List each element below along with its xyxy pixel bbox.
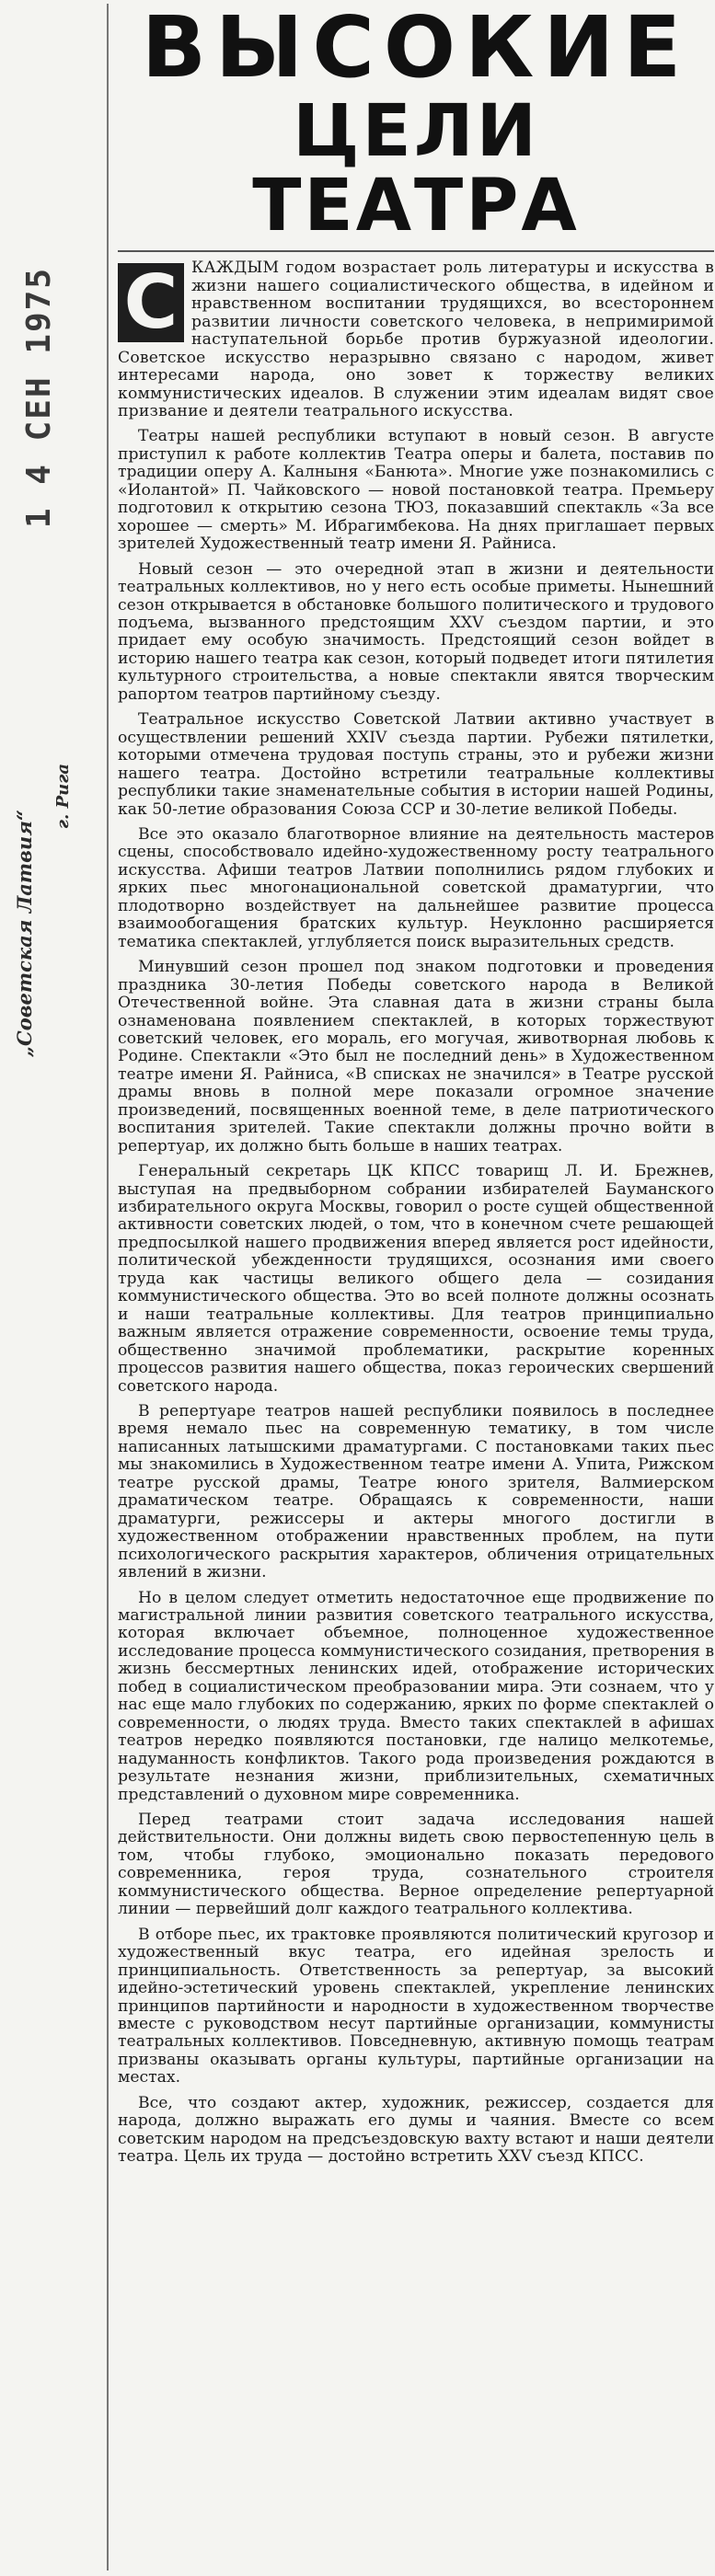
paragraph: Новый сезон — это очередной этап в жизни и деятельности театральных коллективов, но у него есть особые приметы. Нынешний сезон открывается в обстановке большого политического и трудового подъема, вызванного предстоящим XXV съездом партии, и это придает ему особую значимость. Предстоящий сезон войдет в историю нашего театра как сезон, который подведет итоги пятилетия культурного строительства, а новые спектакли явятся творческим рапортом театров партийному съезду. [118,559,714,704]
headline-rule [118,250,714,252]
paragraph: Перед театрами стоит задача исследования нашей действительности. Они должны видеть свою первостепенную цель в том, чтобы глубоко, эмоционально показать передового современника, героя труда, сознательного строителя коммунистического общества. Верное определение репертуарной линии — первейший долг каждого театрального коллектива. [118,1810,714,1919]
paragraph: В репертуаре театров нашей республики появилось в последнее время немало пьес на современную тематику, в том числе написанных латышскими драматургами. С постановками таких пьес мы знакомились в Художественном театре имени А. Упита, Рижском театре русской драмы, Театре юного зрителя, Валмиерском драматическом театре. Обращаясь к современности, наши драматурги, режиссеры и актеры многого достигли в художественном отображении нравственных проблем, на пути психологического раскрытия характеров, обличения отрицательных явлений в жизни. [118,1402,714,1582]
paragraph: Все, что создают актер, художник, режиссер, создается для народа, должно выражать его думы и чаяния. Вместе со всем советским народом на предсъездовскую вахту встают и наши деятели театра. Цель их труда — достойно встретить XXV съезд КПСС. [118,2093,714,2167]
article-body [118,259,714,2166]
date-stamp: 1 4 СЕН 1975 [20,267,58,529]
source-stamp: „Советская Латвия“ [13,810,36,1058]
lead-paragraph [118,259,714,420]
drop-cap: С [118,263,184,342]
headline [118,0,714,248]
paragraph: Театры нашей республики вступают в новый сезон. В августе приступил к работе коллектив Театра оперы и балета, поставив по традиции оперу А. Калныня «Банюта». Многие уже познакомились с «Иолантой» П. Чайковского — новой постановкой театра. Премьеру подготовил к открытию сезона ТЮЗ, показавший спектакль «За все хорошее — смерть» М. Ибрагимбекова. На днях приглашает первых зрителей Художественный театр имени Я. Райниса. [118,427,714,554]
lead-text: КАЖДЫМ годом возрастает роль литературы и искусства в жизни нашего социалистического общества, в идейном и нравственном воспитании трудящихся, во всестороннем развитии личности советского человека, в непримиримой наступательной борьбе против буржуазной идеологии. Советское искусство неразрывно связано с народом, живет интересами народа, оно зовет к торжеству великих коммунистических идеалов. В служении этим идеалам видят свое призвание и деятели театрального искусства. [118,259,714,420]
city-stamp: г. Рига [53,764,73,830]
paragraph: Театральное искусство Советской Латвии активно участвует в осуществлении решений XXIV съезда партии. Рубежи пятилетки, которыми отмечена трудовая поступь страны, это и рубежи жизни нашего театра. Достойно встретили театральные коллективы республики такие знаменательные события в истории нашей Родины, как 50-летие образования Союза ССР и 30-летие великой Победы. [118,710,714,819]
headline-line-2: ЦЕЛИ ТЕАТРА [252,89,580,248]
article-column [107,0,714,2570]
paragraph: В отборе пьес, их трактовке проявляются политический кругозор и художественный вкус театра, его идейная зрелость и принципиальность. Ответственность за репертуар, за высокий идейно-эстетический уровень спектаклей, укрепление ленинских принципов партийности и народности в художественном творчестве вместе с руководством несут партийные организации, коммунисты театральных коллективов. Повседневную, активную помощь театрам призваны оказывать органы культуры, партийные организации на местах. [118,1925,714,2087]
paragraph: Но в целом следует отметить недостаточное еще продвижение по магистральной линии развития советского театрального искусства, которая включает объемное, полноценное художественное исследование процесса коммунистического созидания, претворения в жизнь бессмертных ленинских идей, отображение исторических побед в социалистическом преобразовании мира. Эти сознаем, что у нас еще мало глубоких по содержанию, ярких по форме спектаклей о современности, о людях труда. Вместо таких спектаклей в афишах театров нередко появляются постановки, где налицо мелкотемье, надуманность конфликтов. Такого рода произведения рождаются в результате незнания жизни, приблизительных, схематичных представлений о духовном мире современника. [118,1588,714,1804]
headline-line-1: ВЫСОКИЕ [141,0,691,97]
paragraph: Генеральный секретарь ЦК КПСС товарищ Л. И. Брежнев, выступая на предвыборном собрании избирателей Бауманского избирательного округа Москвы, говорил о росте сущей общественной активности советских людей, о том, что в конечном счете решающей предпосылкой нашего продвижения вперед является рост идейности, политической убежденности трудящихся, осознания ими своего труда как частицы великого общего дела — созидания коммунистического общества. Это во всей полноте должны осознать и наши театральные коллективы. Для театров принципиально важным является отражение современности, освоение темы труда, общественно значимой проблематики, раскрытие коренных процессов развития нашего общества, показ героических свершений советского народа. [118,1162,714,1396]
paragraph: Минувший сезон прошел под знаком подготовки и проведения праздника 30-летия Победы советского народа в Великой Отечественной войне. Эта славная дата в жизни страны была ознаменована появлением спектаклей, в которых торжествуют советский человек, его мораль, его могучая, животворная любовь к Родине. Спектакли «Это был не последний день» в Художественном театре имени Я. Райниса, «В списках не значился» в Театре русской драмы вновь в полной мере показали огромное значение произведений, посвященных военной теме, в деле патриотического воспитания зрителей. Такие спектакли должны прочно войти в репертуар, их должно быть больше в наших театрах. [118,958,714,1156]
paragraph: Все это оказало благотворное влияние на деятельность мастеров сцены, способствовало идейно-художественному росту театрального искусства. Афиши театров Латвии пополнились рядом глубоких и ярких пьес многонациональной советской драматургии, что плодотворно воздействует на дальнейшее развитие процесса взаимообогащения братских культур. Неуклонно расширяется тематика спектаклей, углубляется поиск выразительных средств. [118,824,714,951]
